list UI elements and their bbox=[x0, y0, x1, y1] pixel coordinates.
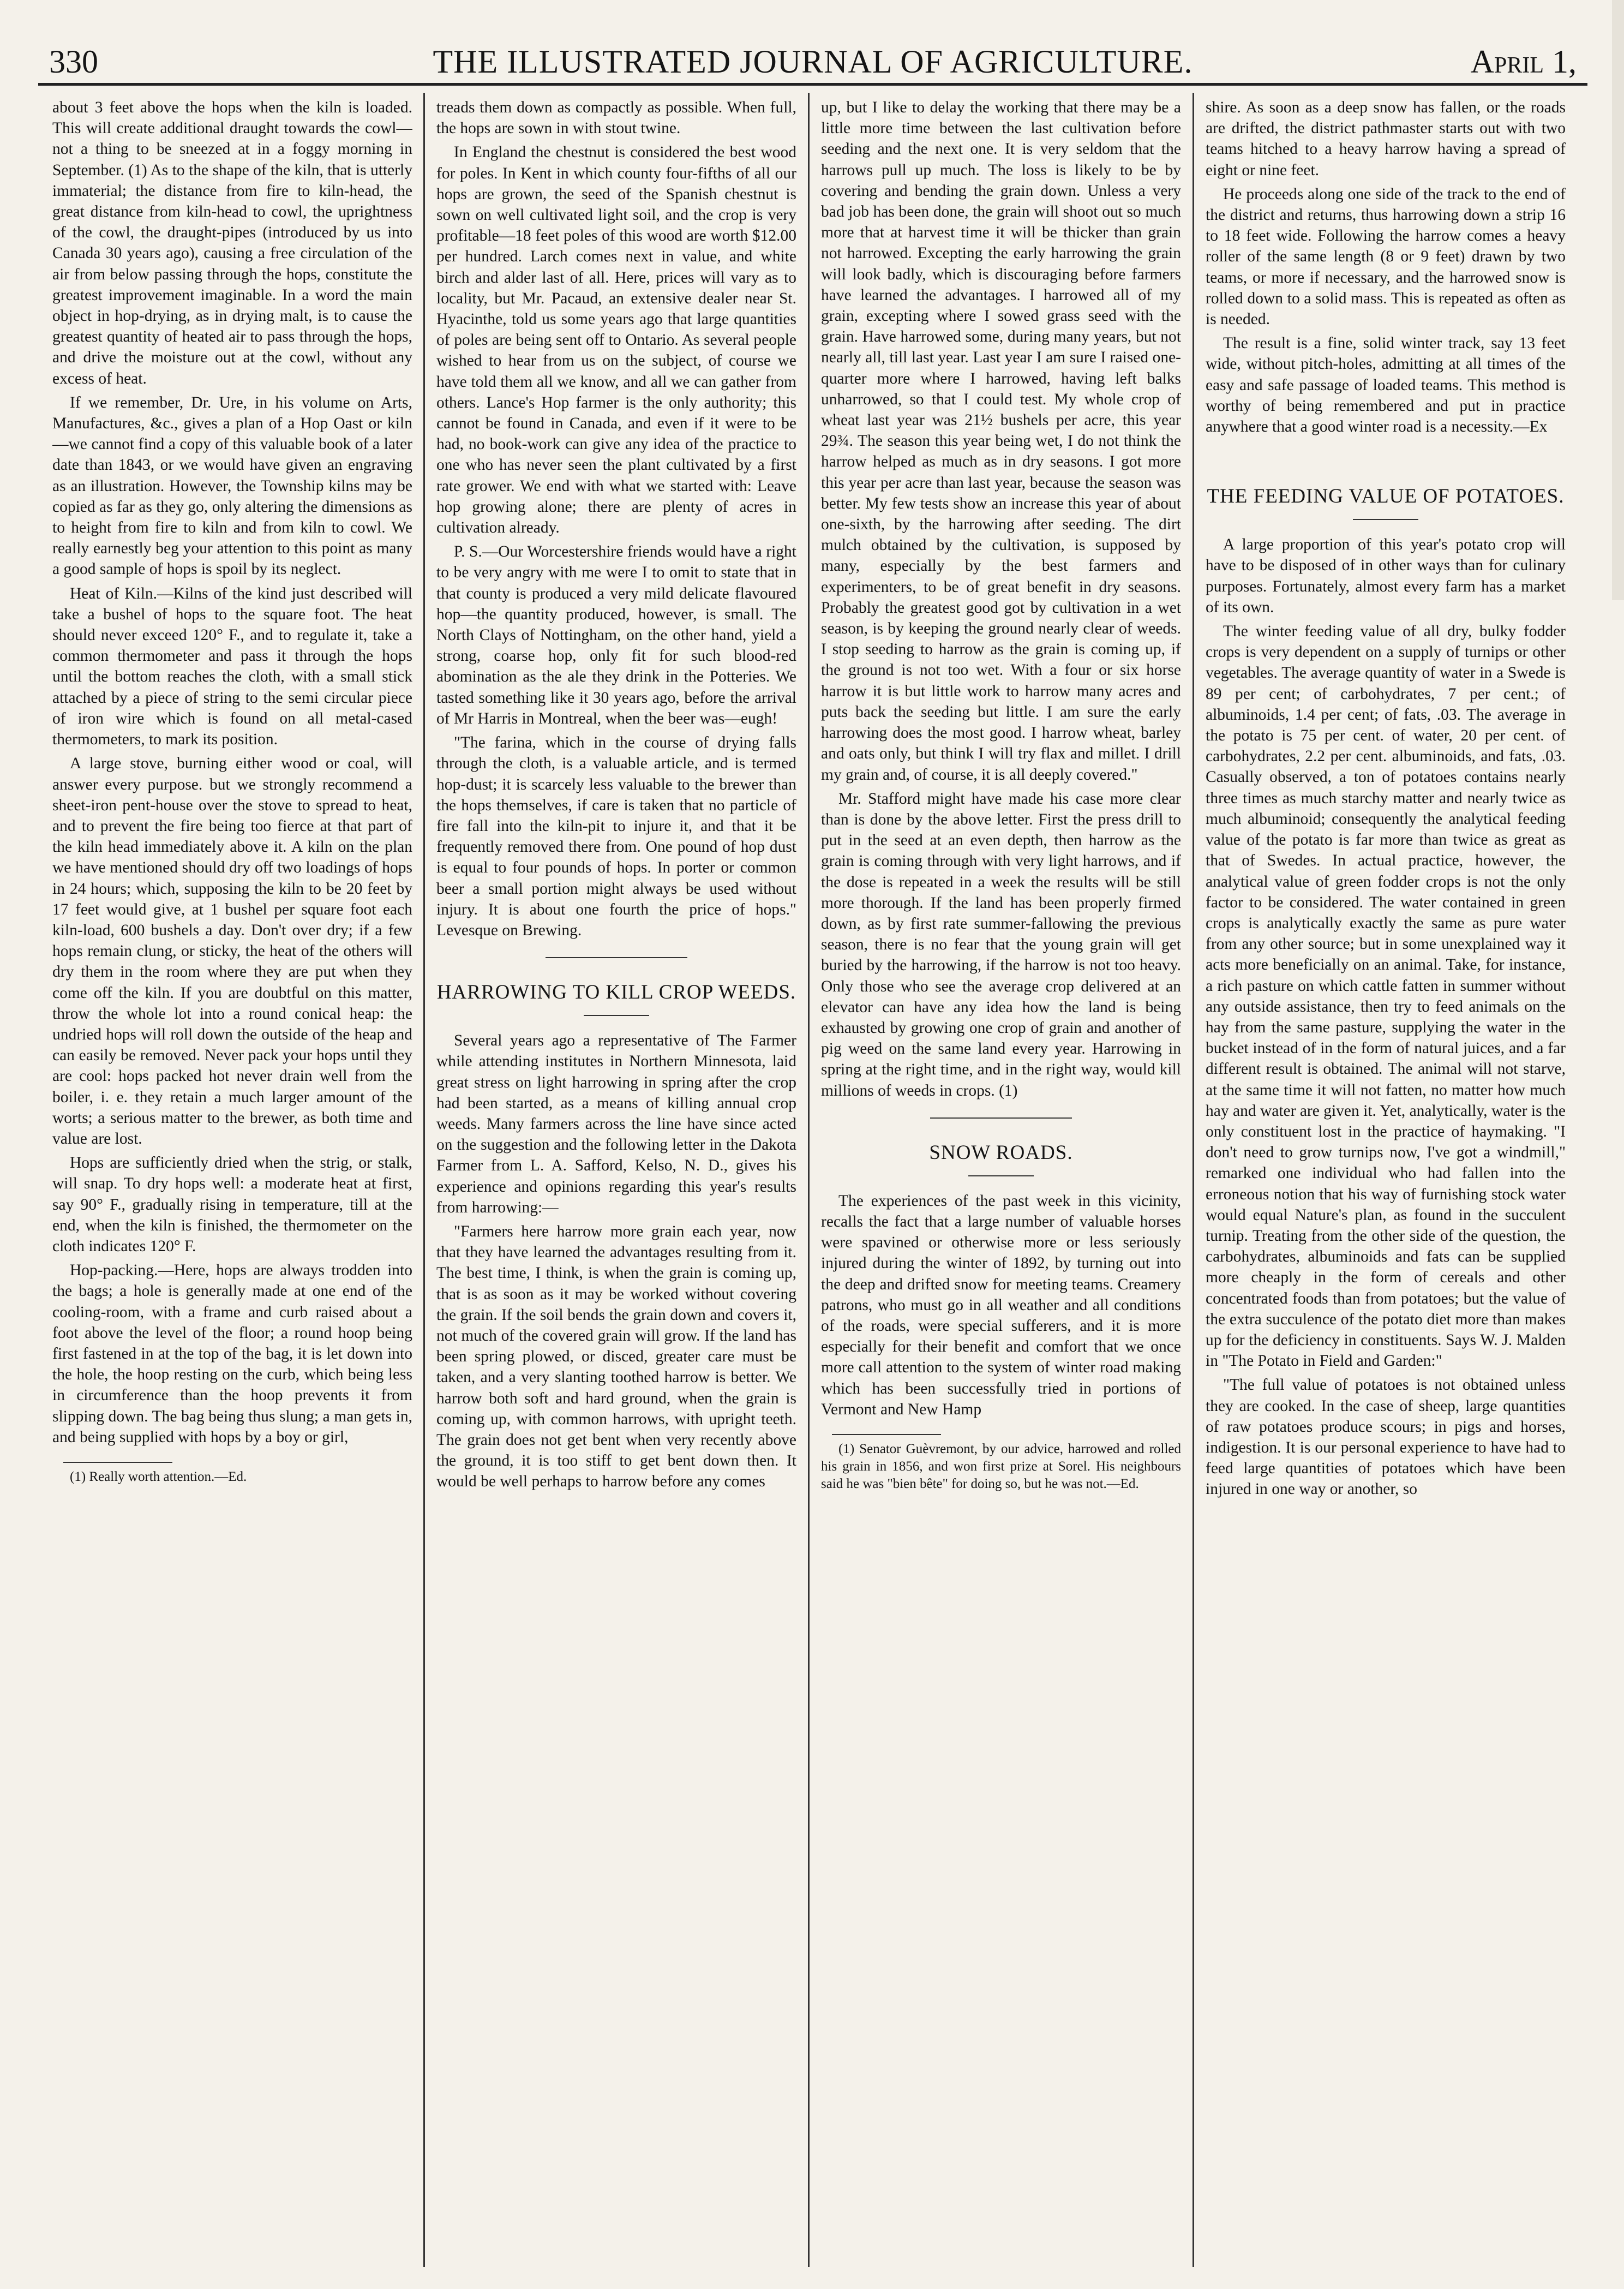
paragraph: P. S.—Our Worcestershire friends would have a right to be very angry with me were I to omit to state that in that county is produced a very mild delicate flavoured hop—the quantity produced, however, is small. The North Clays of Nottingham, on the other hand, yield a strong, coarse hop, only fit for such blood-red abomination as the ale they drink in the Potteries. We tasted something like it 30 years ago, before the arrival of Mr Harris in Montreal, when the beer was—eugh! bbox=[436, 543, 796, 727]
paragraph: "The farina, which in the course of drying falls through the cloth, is a valuable article, and is termed hop-dust; it is scarcely less valuable to the brewer than the hops themselves, if care is taken that no particle of fire fall into the kiln-pit to injure it, and that it be frequently removed there from. One pound of hop dust is equal to four pounds of hops. In porter or common beer a small portion might always be used without injury. It is about one fourth the price of hops." Levesque on Brewing. bbox=[436, 734, 796, 939]
paragraph: Heat of Kiln.—Kilns of the kind just described will take a bushel of hops to the square foot. The heat should never exceed 120° F., and to regulate it, take a common thermometer and pass it through the hops until the bottom reaches the cloth, with a small stick attached by a piece of string to the semi circular piece of iron wire which is found on all metal-cased thermometers, to mark its position. bbox=[52, 584, 412, 749]
paragraph: If we remember, Dr. Ure, in his volume on Arts, Manufactures, &c., gives a plan of a Hop Oast or kiln—we cannot find a copy of this valuable book of a later date than 1843, or we would have given an engraving as an illustration. However, the Township kilns may be copied as far as they go, only altering the dimensions as to height from fire to kiln and from kiln to cowl. We really earnestly beg your attention to this point as many a good sample of hops is spoil by its neglect. bbox=[52, 393, 412, 578]
spacer bbox=[1206, 440, 1566, 462]
section-divider bbox=[546, 957, 687, 958]
paragraph: In England the chestnut is considered the best wood for poles. In Kent in which county four-fifths of all our hops are grown, the seed of the Spanish chestnut is sown on well cultivated light soil, and the crop is very profitable—18 feet poles of this wood are worth $12.00 per hundred. Larch comes next in value, and white birch and alder last of all. Here, prices will vary as to locality, but Mr. Pacaud, an extensive dealer near St. Hyacinthe, told us some years ago that large quantities of poles are being sent off to Ontario. As several people wished to hear from us on the subject, of course we have told them all we know, and all we can gather from others. Lance's Hop farmer is the only authority; this cannot be found in Canada, and even if it were to be had, no book-work can give any idea of the practice to one who has never seen the plant cultivated by a first rate grower. We end with what we started with: Leave hop growing alone; there are plenty of acres in cultivation already. bbox=[436, 144, 796, 537]
paragraph: up, but I like to delay the working that there may be a little more time between the last cultivation before seeding and the next one. It is very seldom that the harrows pull up much. The loss is likely to be by covering and bending the grain down. Unless a very bad job has been done, the grain will shoot out so much more that at harvest time it will be thicker than grain not harrowed. Excepting the early harrowing the grain will look badly, which is discouraging before farmers have learned the advantages. I harrowed all of my grain, excepting where I sowed grass seed with the grain. Have harrowed some, during many years, but not nearly all, till last year. Last year I am sure I raised one-quarter more where I harrowed, having left balks unharrowed, so that I could test. My whole crop of wheat last year was 21½ bushels per acre, this year 29¾. The season this year being wet, I do not think the harrow helped as much as in dry seasons. I got more this year per acre than last year, because the season was better. My few tests show an increase this year of about one-sixth, by the harrowing after seeding. The dirt mulch obtained by the cultivation, is supposed by many, especially by the best farmers and experimenters, to be of great benefit in dry seasons. Probably the greatest good got by cultivation in a wet season, is by keeping the ground nearly clear of weeds. I stop seeding to harrow as the grain is coming up, if the ground is not too wet. With a four or six horse harrow it is but little work to harrow many acres and puts back the seeding but little. I am sure the early harrowing does the most good. I harrow wheat, barley and oats only, but think I will try flax and millet. I drill my grain and, of course, it is all deeply covered." bbox=[821, 99, 1181, 784]
column-rule bbox=[423, 93, 425, 2267]
article-heading: THE FEEDING VALUE OF POTATOES. bbox=[1207, 485, 1565, 508]
column-1 bbox=[52, 97, 412, 2269]
column-rule bbox=[1192, 93, 1194, 2267]
heading-rule bbox=[1353, 519, 1418, 520]
heading-rule bbox=[968, 1175, 1034, 1176]
column-2 bbox=[436, 97, 796, 2269]
paragraph: Hop-packing.—Here, hops are always trodden into the bags; a hole is generally made at one end of the cooling-room, with a frame and curb raised about a foot above the level of the floor; a round hoop being first fastened in at the top of the bag, it is let down into the hole, the hoop resting on the curb, which being less in circumference than the hoop prevents it from slipping down. The bag being thus slung; a man gets in, and being supplied with hops by a boy or girl, bbox=[52, 1262, 412, 1446]
column-3 bbox=[821, 97, 1181, 2269]
article-heading: SNOW ROADS. bbox=[929, 1141, 1073, 1164]
paragraph: A large proportion of this year's potato crop will have to be disposed of in other ways than for culinary purposes. Fortunately, almost every farm has a market of its own. bbox=[1206, 536, 1566, 616]
paragraph: Mr. Stafford might have made his case more clear than is done by the above letter. First the press drill to put in the seed at an even depth, then harrow as the grain is coming through with very light harrows, and if the dose is repeated in a week the results will be still more thorough. If the land has been properly firmed down, as by first rate summer-fallowing the previous season, there is no fear that the young grain will get buried by the harrowing, if the harrow is not too heavy. Only those who see the average crop delivered at an elevator can have any idea how the land is being exhausted by growing one crop of grain and another of pig weed on the same land every year. Harrowing in spring at the right time, and in the right way, would kill millions of weeds in crops. (1) bbox=[821, 790, 1181, 1099]
paragraph: The winter feeding value of all dry, bulky fodder crops is very dependent on a supply of turnips or other vegetables. The average quantity of water in a Swede is 89 per cent; of carbohydrates, 7 per cent.; of albuminoids, 1.4 per cent; of fats, .03. The average in the potato is 75 per cent. of water, 20 per cent. of carbohydrates, 2.2 per cent. albuminoids, and fats, .03. Casually observed, a ton of potatoes contains nearly three times as much starchy matter and nearly twice as much albuminoid; consequently the analytical feeding value of the potato is far more than twice as great as that of Swedes. In actual practice, however, the analytical value of green fodder crops is not the only factor to be considered. The water contained in green crops is analytically exactly the same as pure water from any other source; but in some unexplained way it acts more beneficially on an animal. Take, for instance, a rich pasture on which cattle fatten in summer without any outside assistance, then try to feed animals on the hay from the same pasture, supplying the water in the bucket instead of in the form of natural juices, and a far different result is obtained. The animal will not starve, at the same time it will not fatten, no matter how much hay and water are given it. Yet, analytically, water is the only constituent lost in the practice of haymaking. "I don't need to grow turnips now, I've got a windmill," remarked one individual who had fallen into the erroneous notion that his way of furnishing stock water would equal Nature's plan, as found in the succulent turnip. Treating from the other side of the question, the carbohydrates, albuminoids and fats can be supplied more cheaply in the form of cereals and other concentrated foods than from potatoes; but the value of the extra succulence of the potato diet more than makes up for the deficiency in constituents. Says W. J. Malden in "The Potato in Field and Garden:" bbox=[1206, 623, 1566, 1370]
paragraph: Hops are sufficiently dried when the strig, or stalk, will snap. To dry hops well: a moderate heat at first, say 90° F., gradually rising in temperature, till at the end, when the kiln is finished, the thermometer on the cloth indicates 120° F. bbox=[52, 1154, 412, 1255]
paragraph: shire. As soon as a deep snow has fallen, or the roads are drifted, the district pathmaster starts out with two teams hitched to a heavy harrow having a spread of eight or nine feet. bbox=[1206, 99, 1566, 179]
footnote: (1) Senator Guèvremont, by our advice, harrowed and rolled his grain in 1856, and won first prize at Sorel. His neighbours said he was "bien bête" for doing so, but he was not.—Ed. bbox=[821, 1441, 1181, 1491]
page-header bbox=[38, 32, 1587, 81]
paragraph: A large stove, burning either wood or coal, will answer every purpose. but we strongly recommend a sheet-iron pent-house over the stove to spread to heat, and to prevent the fire being too fierce at that part of the kiln head immediately above it. A kiln on the plan we have mentioned should dry off two loadings of hops in 24 hours; which, supposing the kiln to be 20 feet by 17 feet would give, at 1 bushel per square foot each kiln-load, 600 bushels a day. Don't over dry; if a few hops remain clung, or sticky, the heat of the others will dry them in the room where they are put when they come off the kiln. If you are doubtful on this matter, throw the whole lot into a round conical heap: the undried hops will roll down the outside of the heap and can easily be removed. Never pack your hops until they are cool: hops packed hot never drain well from the boiler, i. e. they retain a much larger amount of the worts; a serious matter to the brewer, as both time and value are lost. bbox=[52, 755, 412, 1148]
page-number: 330 bbox=[49, 44, 98, 80]
section-divider bbox=[930, 1117, 1072, 1119]
paragraph: treads them down as compactly as possible. When full, the hops are sown in with stout twine. bbox=[436, 99, 796, 138]
footnote-rule bbox=[832, 1434, 941, 1435]
journal-title: THE ILLUSTRATED JOURNAL OF AGRICULTURE. bbox=[433, 44, 1193, 80]
column-rule bbox=[808, 93, 810, 2267]
paragraph: about 3 feet above the hops when the kiln is loaded. This will create additional draught towards the cowl—not a thing to be sneezed at in a foggy morning in September. (1) As to the shape of the kiln, that is utterly immaterial; the distance from fire to kiln-head, the great distance from kiln-head to cowl, the uprightness of the cowl, the draught-pipes (introduced by us into Canada 30 years ago), causing a free circulation of the air from below passing through the hops, constitute the greatest improvement imaginable. In a word the main object in hop-drying, as in drying malt, is to cause the greatest quantity of heated air to pass through the hops, and drive the moisture out at the cowl, without any excess of heat. bbox=[52, 99, 412, 387]
paragraph: "The full value of potatoes is not obtained unless they are cooked. In the case of sheep, large quantities of raw potatoes produce scours; in pigs and horses, indigestion. It is our personal experience to have had to feed large quantities of potatoes which have been injured in one way or another, so bbox=[1206, 1376, 1566, 1498]
paragraph: He proceeds along one side of the track to the end of the district and returns, thus harrowing down a strip 16 to 18 feet wide. Following the harrow comes a heavy roller of the same length (8 or 9 feet) drawn by two teams, or more if necessary, and the harrowed snow is rolled down to a solid mass. This is repeated as often as is needed. bbox=[1206, 185, 1566, 328]
page-edge bbox=[1612, 0, 1624, 600]
paragraph: Several years ago a representative of The Farmer while attending institutes in Northern Minnesota, laid great stress on light harrowing in spring after the crop had been started, as a means of killing annual crop weeds. Many farmers across the line have since acted on the suggestion and the following letter in the Dakota Farmer from L. A. Safford, Kelso, N. D., gives his experience and opinions regarding this year's results from harrowing:— bbox=[436, 1032, 796, 1216]
paragraph: The experiences of the past week in this vicinity, recalls the fact that a large number of valuable horses were spavined or otherwise more or less seriously injured during the winter of 1892, by turning out into the deep and drifted snow for meeting teams. Creamery patrons, who must go in all weather and all conditions of the roads, were special sufferers, and it is more especially for their benefit and comfort that we once more call attention to the system of winter road making which has been successfully tried in portions of Vermont and New Hamp bbox=[821, 1192, 1181, 1418]
header-rule bbox=[38, 83, 1587, 86]
paragraph: The result is a fine, solid winter track, say 13 feet wide, without pitch-holes, admitting at all times of the easy and safe passage of loaded teams. This method is worthy of being remembered and put in practice anywhere that a good winter road is a necessity.—Ex bbox=[1206, 334, 1566, 436]
heading-rule bbox=[584, 1015, 649, 1016]
paragraph: "Farmers here harrow more grain each year, now that they have learned the advantages resulting from it. The best time, I think, is when the grain is coming up, that is as soon as it may be worked without covering the grain. If the soil bends the grain down and covers it, not much of the covered grain will grow. If the land has been spring plowed, or disced, greater care must be taken, and a very slanting toothed harrow is better. We harrow both soft and hard ground, when the grain is coming up, with common harrows, with upright teeth. The grain does not get bent when very recently above the ground, it is too stiff to get bent down then. It would be well perhaps to harrow before any comes bbox=[436, 1222, 796, 1491]
column-4 bbox=[1206, 97, 1566, 2269]
footnote-rule bbox=[63, 1462, 172, 1463]
article-heading: HARROWING TO KILL CROP WEEDS. bbox=[436, 981, 796, 1004]
footnote: (1) Really worth attention.—Ed. bbox=[70, 1469, 247, 1484]
issue-date: April 1, bbox=[1470, 44, 1577, 80]
